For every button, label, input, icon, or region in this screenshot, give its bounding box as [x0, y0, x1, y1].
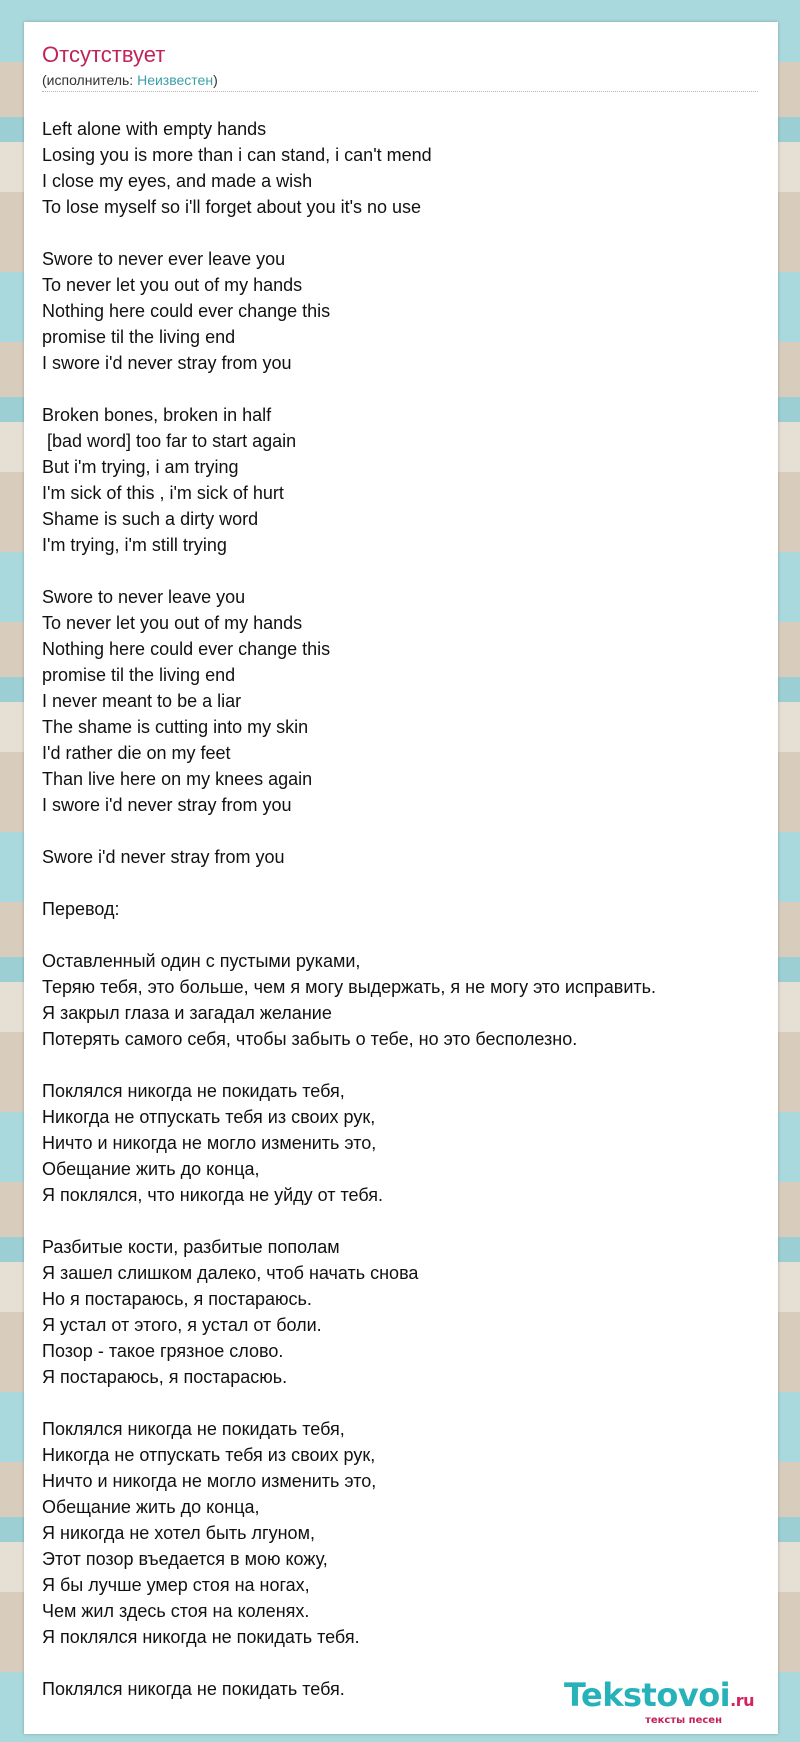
lyric-line: Чем жил здесь стоя на коленях. [42, 1601, 310, 1621]
performer-line [42, 72, 218, 88]
lyric-line: Than live here on my knees again [42, 769, 313, 789]
lyric-line: I swore i'd never stray from you [42, 353, 292, 373]
lyric-line: Но я постараюсь, я постараюсь. [42, 1289, 312, 1309]
lyric-line: Swore to never leave you [42, 587, 246, 607]
lyric-line: Разбитые кости, разбитые пополам [42, 1237, 340, 1257]
logo-text: Tekstovoi [563, 1676, 731, 1714]
lyric-line [42, 376, 762, 402]
lyric-line: Shame is such a dirty word [42, 509, 259, 529]
lyric-line: Я поклялся никогда не покидать тебя. [42, 1627, 360, 1647]
logo-tagline: тексты песен [645, 1715, 722, 1726]
lyric-line: Поклялся никогда не покидать тебя. [42, 1679, 345, 1699]
lyric-line: Поклялся никогда не покидать тебя, [42, 1419, 345, 1439]
lyric-line: Я зашел слишком далеко, чтоб начать снова [42, 1263, 419, 1283]
lyric-line: Теряю тебя, это больше, чем я могу выдержать, я не могу это исправить. [42, 977, 656, 997]
lyric-line: [bad word] too far to start again [42, 431, 297, 451]
lyrics-card [24, 22, 778, 1734]
lyrics-text [42, 116, 762, 1702]
lyric-line: Swore i'd never stray from you [42, 847, 285, 867]
lyric-line [42, 220, 762, 246]
lyric-line: Broken bones, broken in half [42, 405, 272, 425]
lyric-line: Обещание жить до конца, [42, 1159, 260, 1179]
lyric-line: Обещание жить до конца, [42, 1497, 260, 1517]
lyric-line: To never let you out of my hands [42, 613, 303, 633]
lyric-line [42, 1650, 762, 1676]
lyric-line: Nothing here could ever change this [42, 301, 331, 321]
lyric-line: Я бы лучше умер стоя на ногах, [42, 1575, 310, 1595]
lyric-line: Потерять самого себя, чтобы забыть о тебе, но это бесполезно. [42, 1029, 578, 1049]
lyric-line: Этот позор въедается в мою кожу, [42, 1549, 328, 1569]
lyric-line: Losing you is more than i can stand, i can't mend [42, 145, 432, 165]
lyric-line: Ничто и никогда не могло изменить это, [42, 1133, 377, 1153]
lyric-line: The shame is cutting into my skin [42, 717, 309, 737]
lyric-line: Поклялся никогда не покидать тебя, [42, 1081, 345, 1101]
lyric-line: I'm trying, i'm still trying [42, 535, 227, 555]
lyric-line: Позор - такое грязное слово. [42, 1341, 284, 1361]
lyric-line: Я устал от этого, я устал от боли. [42, 1315, 322, 1335]
lyric-line: promise til the living end [42, 327, 236, 347]
performer-suffix: ) [213, 72, 218, 88]
lyric-line: Left alone with empty hands [42, 119, 267, 139]
lyric-line: promise til the living end [42, 665, 236, 685]
performer-prefix: (исполнитель: [42, 72, 138, 88]
lyric-line: To lose myself so i'll forget about you it's no use [42, 197, 422, 217]
lyric-line: Nothing here could ever change this [42, 639, 331, 659]
lyric-line [42, 1208, 762, 1234]
lyric-line [42, 870, 762, 896]
lyric-line: I never meant to be a liar [42, 691, 242, 711]
lyric-line: I close my eyes, and made a wish [42, 171, 313, 191]
lyric-line: Перевод: [42, 899, 120, 919]
lyric-line: To never let you out of my hands [42, 275, 303, 295]
lyric-line: I'm sick of this , i'm sick of hurt [42, 483, 284, 503]
lyric-line: Я никогда не хотел быть лгуном, [42, 1523, 315, 1543]
lyric-line [42, 818, 762, 844]
site-logo[interactable] [563, 1676, 754, 1726]
lyric-line: Я постараюсь, я постарасюь. [42, 1367, 288, 1387]
lyric-line: I swore i'd never stray from you [42, 795, 292, 815]
lyric-line [42, 558, 762, 584]
lyric-line [42, 1052, 762, 1078]
performer-link[interactable]: Неизвестен [137, 72, 214, 88]
header-divider [42, 91, 758, 92]
lyric-line: Оставленный один с пустыми руками, [42, 951, 361, 971]
lyric-line [42, 922, 762, 948]
lyric-line [42, 1390, 762, 1416]
lyric-line: But i'm trying, i am trying [42, 457, 239, 477]
lyric-line: Swore to never ever leave you [42, 249, 286, 269]
lyric-line: Ничто и никогда не могло изменить это, [42, 1471, 377, 1491]
lyric-line: Я поклялся, что никогда не уйду от тебя. [42, 1185, 384, 1205]
lyric-line: Я закрыл глаза и загадал желание [42, 1003, 332, 1023]
lyric-line: Никогда не отпускать тебя из своих рук, [42, 1445, 376, 1465]
lyric-line: I'd rather die on my feet [42, 743, 231, 763]
song-title: Отсутствует [42, 42, 166, 67]
lyric-line: Никогда не отпускать тебя из своих рук, [42, 1107, 376, 1127]
logo-domain: .ru [730, 1691, 754, 1710]
